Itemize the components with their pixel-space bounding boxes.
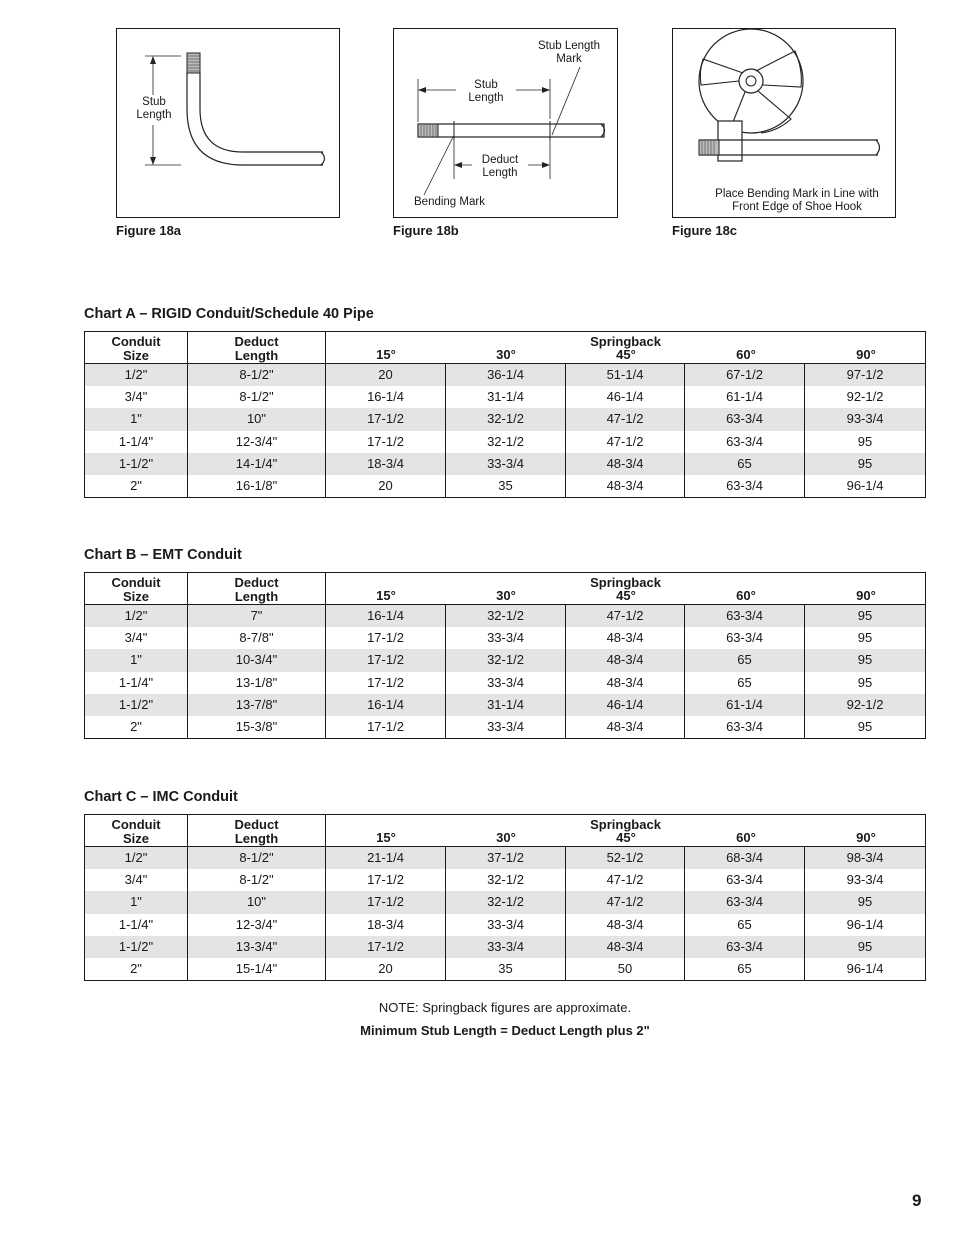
bending-mark-label: Bending Mark <box>414 196 485 208</box>
springback-cell: 63-3/4 <box>685 627 805 649</box>
springback-cell: 65 <box>685 914 805 936</box>
springback-cell: 31-1/4 <box>446 386 566 408</box>
deduct-length-cell: 10" <box>188 408 326 430</box>
springback-cell: 16-1/4 <box>326 694 446 716</box>
figure-18c-caption: Figure 18c <box>672 223 738 238</box>
conduit-size-cell: 3/4" <box>85 627 188 649</box>
deduct-length-cell: 8-1/2" <box>188 364 326 387</box>
chart-c-title: Chart C – IMC Conduit <box>84 789 238 805</box>
springback-cell: 32-1/2 <box>446 649 566 671</box>
springback-cell: 61-1/4 <box>685 386 805 408</box>
springback-cell: 31-1/4 <box>446 694 566 716</box>
springback-cell: 68-3/4 <box>685 847 805 870</box>
angle-header: 60° <box>736 830 756 845</box>
springback-cell: 63-3/4 <box>685 475 805 498</box>
conduit-size-cell: 1-1/4" <box>85 914 188 936</box>
deduct-length-cell: 10-3/4" <box>188 649 326 671</box>
table-row <box>85 847 926 870</box>
table-row <box>85 914 926 936</box>
angle-header: 90° <box>856 588 876 603</box>
springback-cell: 63-3/4 <box>685 869 805 891</box>
angle-header: 45° <box>616 830 636 845</box>
table-row <box>85 431 926 453</box>
springback-cell: 33-3/4 <box>446 936 566 958</box>
springback-cell: 35 <box>446 475 566 498</box>
table-row <box>85 364 926 387</box>
conduit-size-cell: 1-1/2" <box>85 936 188 958</box>
springback-cell: 17-1/2 <box>326 891 446 913</box>
springback-cell: 48-3/4 <box>566 453 685 475</box>
springback-cell: 33-3/4 <box>446 453 566 475</box>
springback-cell: 33-3/4 <box>446 914 566 936</box>
springback-cell: 51-1/4 <box>566 364 685 387</box>
springback-cell: 17-1/2 <box>326 869 446 891</box>
conduit-size-cell: 3/4" <box>85 386 188 408</box>
springback-cell: 36-1/4 <box>446 364 566 387</box>
angle-header: 60° <box>736 347 756 362</box>
springback-cell: 63-3/4 <box>685 431 805 453</box>
deduct-length-cell: 15-1/4" <box>188 958 326 981</box>
conduit-size-cell: 1-1/2" <box>85 453 188 475</box>
deduct-length-cell: 12-3/4" <box>188 914 326 936</box>
conduit-size-cell: 1/2" <box>85 605 188 628</box>
springback-cell: 48-3/4 <box>566 627 685 649</box>
deduct-length-cell: 12-3/4" <box>188 431 326 453</box>
springback-cell: 65 <box>685 958 805 981</box>
conduit-size-cell: 1-1/2" <box>85 694 188 716</box>
table-row <box>85 694 926 716</box>
springback-cell: 21-1/4 <box>326 847 446 870</box>
table-row <box>85 649 926 671</box>
deduct-length-cell: 13-3/4" <box>188 936 326 958</box>
springback-cell: 47-1/2 <box>566 605 685 628</box>
conduit-size-cell: 1/2" <box>85 847 188 870</box>
table-row <box>85 716 926 739</box>
table-row <box>85 627 926 649</box>
chart-a-title: Chart A – RIGID Conduit/Schedule 40 Pipe <box>84 306 374 322</box>
springback-cell: 17-1/2 <box>326 936 446 958</box>
springback-cell: 48-3/4 <box>566 914 685 936</box>
deduct-length-header: Deduct Length <box>188 815 326 847</box>
deduct-length-cell: 8-1/2" <box>188 386 326 408</box>
table-row <box>85 475 926 498</box>
springback-cell: 48-3/4 <box>566 936 685 958</box>
springback-cell: 48-3/4 <box>566 649 685 671</box>
table-row <box>85 453 926 475</box>
springback-cell: 46-1/4 <box>566 694 685 716</box>
angle-header: 45° <box>616 588 636 603</box>
conduit-size-cell: 2" <box>85 958 188 981</box>
min-stub-note: Minimum Stub Length = Deduct Length plus 2" <box>360 1023 650 1038</box>
conduit-size-cell: 1-1/4" <box>85 672 188 694</box>
figure-18a <box>116 28 340 218</box>
table-row <box>85 869 926 891</box>
springback-cell: 63-3/4 <box>685 408 805 430</box>
springback-cell: 48-3/4 <box>566 672 685 694</box>
springback-cell: 17-1/2 <box>326 672 446 694</box>
springback-cell: 95 <box>857 433 873 449</box>
springback-cell: 63-3/4 <box>685 605 805 628</box>
conduit-size-header: Conduit Size <box>85 332 188 364</box>
deduct-length-label: Deduct Length <box>472 154 528 180</box>
springback-cell: 16-1/4 <box>326 386 446 408</box>
springback-header <box>326 815 926 847</box>
deduct-length-cell: 16-1/8" <box>188 475 326 498</box>
figure-18b-caption: Figure 18b <box>393 223 459 238</box>
springback-header <box>326 332 926 364</box>
springback-cell: 32-1/2 <box>446 891 566 913</box>
springback-cell: 20 <box>326 475 446 498</box>
springback-cell: 47-1/2 <box>566 431 685 453</box>
deduct-length-cell: 13-7/8" <box>188 694 326 716</box>
springback-cell: 95 <box>805 605 926 628</box>
springback-cell: 17-1/2 <box>326 649 446 671</box>
springback-cell: 63-3/4 <box>685 716 805 739</box>
angle-header: 90° <box>856 830 876 845</box>
springback-cell: 32-1/2 <box>446 408 566 430</box>
springback-cell: 35 <box>446 958 566 981</box>
springback-cell: 17-1/2 <box>326 627 446 649</box>
stub-length-label: Stub Length <box>456 79 516 105</box>
springback-label: Springback <box>590 334 661 349</box>
springback-cell: 92-1/2 <box>805 694 926 716</box>
springback-cell: 65 <box>685 453 805 475</box>
deduct-length-cell: 7" <box>188 605 326 628</box>
springback-label: Springback <box>590 817 661 832</box>
conduit-size-cell: 1/2" <box>85 364 188 387</box>
springback-cell: 17-1/2 <box>326 431 446 453</box>
angle-header: 90° <box>856 347 876 362</box>
springback-cell: 47-1/2 <box>566 408 685 430</box>
chart-a-table <box>84 331 926 498</box>
springback-cell: 95 <box>805 936 926 958</box>
table-row <box>85 936 926 958</box>
stub-length-mark-label: Stub Length Mark <box>537 40 601 65</box>
springback-cell: 52-1/2 <box>566 847 685 870</box>
chart-b-title: Chart B – EMT Conduit <box>84 547 242 563</box>
springback-cell: 92-1/2 <box>846 389 884 405</box>
deduct-length-cell: 8-1/2" <box>188 869 326 891</box>
springback-cell: 48-3/4 <box>566 716 685 739</box>
springback-cell: 33-3/4 <box>446 716 566 739</box>
springback-cell: 95 <box>805 891 926 913</box>
chart-b-table <box>84 572 926 739</box>
conduit-size-cell: 1" <box>85 891 188 913</box>
angle-header: 15° <box>376 347 396 362</box>
springback-cell: 95 <box>805 453 926 475</box>
angle-header: 30° <box>496 347 516 362</box>
table-row <box>85 408 926 430</box>
springback-cell: 65 <box>685 649 805 671</box>
conduit-size-cell: 1" <box>85 408 188 430</box>
deduct-length-cell: 14-1/4" <box>188 453 326 475</box>
springback-cell: 33-3/4 <box>446 627 566 649</box>
deduct-length-header: Deduct Length <box>188 573 326 605</box>
springback-cell: 98-3/4 <box>805 847 926 870</box>
deduct-length-cell: 15-3/8" <box>188 716 326 739</box>
springback-cell: 50 <box>566 958 685 981</box>
figure-18b <box>393 28 618 218</box>
springback-cell: 16-1/4 <box>326 605 446 628</box>
conduit-size-header: Conduit Size <box>85 573 188 605</box>
springback-cell: 32-1/2 <box>446 605 566 628</box>
springback-cell: 17-1/2 <box>326 716 446 739</box>
springback-cell: 32-1/2 <box>446 869 566 891</box>
angle-header: 45° <box>616 347 636 362</box>
table-row <box>85 672 926 694</box>
springback-cell: 95 <box>857 674 873 690</box>
figure-18a-drawing <box>117 29 341 219</box>
springback-cell: 47-1/2 <box>566 891 685 913</box>
deduct-length-cell: 8-1/2" <box>188 847 326 870</box>
springback-cell: 96-1/4 <box>846 916 884 932</box>
conduit-size-header: Conduit Size <box>85 815 188 847</box>
springback-cell: 93-3/4 <box>805 408 926 430</box>
springback-cell: 95 <box>857 719 873 735</box>
springback-cell: 18-3/4 <box>326 453 446 475</box>
deduct-length-cell: 8-7/8" <box>188 627 326 649</box>
deduct-length-cell: 13-1/8" <box>188 672 326 694</box>
springback-cell: 96-1/4 <box>846 478 884 494</box>
springback-cell: 63-3/4 <box>685 936 805 958</box>
stub-length-label: Stub Length <box>136 96 172 121</box>
conduit-size-cell: 1" <box>85 649 188 671</box>
table-row <box>85 891 926 913</box>
springback-cell: 46-1/4 <box>566 386 685 408</box>
springback-cell: 95 <box>857 630 873 646</box>
springback-cell: 17-1/2 <box>326 408 446 430</box>
springback-note: NOTE: Springback figures are approximate. <box>378 1000 632 1015</box>
table-row <box>85 605 926 628</box>
springback-cell: 37-1/2 <box>446 847 566 870</box>
angle-header: 30° <box>496 830 516 845</box>
angle-header: 30° <box>496 588 516 603</box>
conduit-size-cell: 3/4" <box>85 869 188 891</box>
figure-18a-caption: Figure 18a <box>116 223 182 238</box>
figure-18c <box>672 28 896 218</box>
angle-header: 60° <box>736 588 756 603</box>
deduct-length-header: Deduct Length <box>188 332 326 364</box>
table-row <box>85 958 926 981</box>
springback-cell: 63-3/4 <box>685 891 805 913</box>
springback-cell: 48-3/4 <box>566 475 685 498</box>
springback-cell: 20 <box>326 958 446 981</box>
chart-c-table <box>84 814 926 981</box>
springback-cell: 96-1/4 <box>846 961 884 977</box>
springback-cell: 32-1/2 <box>446 431 566 453</box>
bending-mark-note: Place Bending Mark in Line with Front Edge of Shoe Hook <box>715 188 879 213</box>
springback-header <box>326 573 926 605</box>
springback-cell: 95 <box>805 649 926 671</box>
conduit-size-cell: 1-1/4" <box>85 431 188 453</box>
angle-header: 15° <box>376 830 396 845</box>
angle-header: 15° <box>376 588 396 603</box>
conduit-size-cell: 2" <box>85 475 188 498</box>
springback-cell: 47-1/2 <box>566 869 685 891</box>
springback-cell: 18-3/4 <box>326 914 446 936</box>
springback-label: Springback <box>590 575 661 590</box>
springback-cell: 20 <box>326 364 446 387</box>
table-row <box>85 386 926 408</box>
conduit-size-cell: 2" <box>85 716 188 739</box>
springback-cell: 61-1/4 <box>685 694 805 716</box>
springback-cell: 93-3/4 <box>846 872 884 888</box>
springback-cell: 67-1/2 <box>685 364 805 387</box>
springback-cell: 65 <box>685 672 805 694</box>
springback-cell: 33-3/4 <box>446 672 566 694</box>
page-number: 9 <box>912 1191 922 1210</box>
deduct-length-cell: 10" <box>188 891 326 913</box>
springback-cell: 97-1/2 <box>805 364 926 387</box>
